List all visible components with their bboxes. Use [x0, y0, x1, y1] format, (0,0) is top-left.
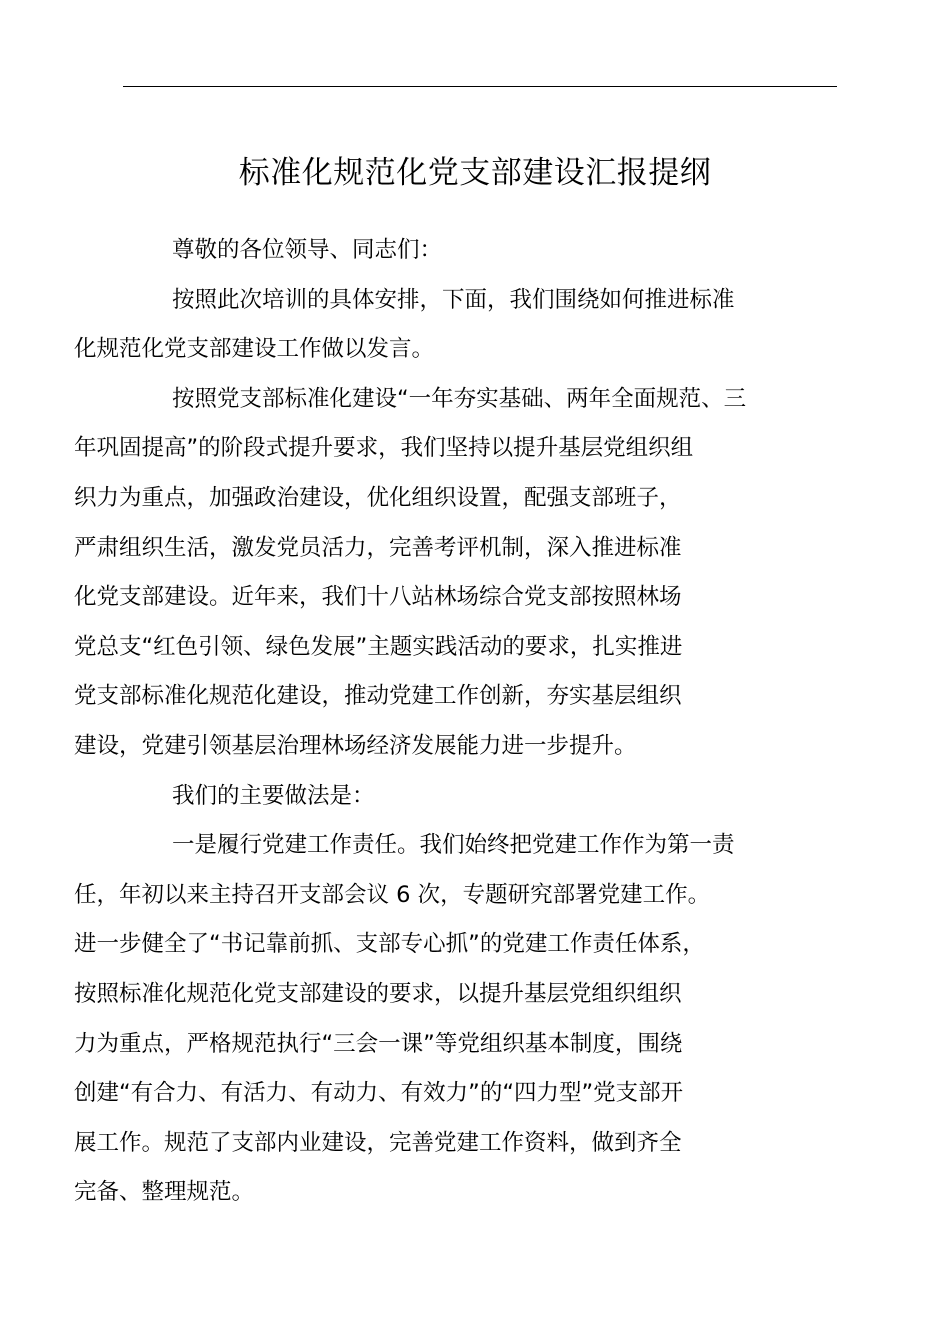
text-line: 年巩固提高”的阶段式提升要求，我们坚持以提升基层党组织组: [74, 435, 694, 462]
text-line: 进一步健全了“书记靠前抓、支部专心抓”的党建工作责任体系，: [74, 931, 705, 958]
paragraph-intro: [74, 276, 863, 375]
document-title: 标准化规范化党支部建设汇报提纲: [238, 155, 712, 191]
text-line: 按照标准化规范化党支部建设的要求，以提升基层党组织组织: [74, 980, 682, 1007]
text-line: 按照党支部标准化建设“一年夯实基础、两年全面规范、三: [172, 385, 747, 412]
header-rule: [123, 86, 837, 87]
text-line: 织力为重点，加强政治建设，优化组织设置，配强支部班子，: [74, 484, 682, 511]
text-line: 任，年初以来主持召开支部会议 6 次，专题研究部署党建工作。: [74, 881, 711, 908]
text-line: 展工作。规范了支部内业建设，完善党建工作资料，做到齐全: [74, 1129, 682, 1156]
text-line: 化规范化党支部建设工作做以发言。: [74, 336, 435, 363]
text-line: 建设，党建引领基层治理林场经济发展能力进一步提升。: [74, 732, 637, 759]
text-line: 完备、整理规范。: [74, 1179, 255, 1206]
text-line: 化党支部建设。近年来，我们十八站林场综合党支部按照林场: [74, 584, 682, 611]
text-line: 创建“有合力、有活力、有动力、有效力”的“四力型”党支部开: [74, 1080, 684, 1107]
text-line: 严肃组织生活，激发党员活力，完善考评机制，深入推进标准: [74, 534, 682, 561]
text-line: 尊敬的各位领导、同志们：: [172, 237, 443, 263]
paragraph-point-one: [74, 821, 863, 1218]
document-body: [74, 226, 863, 1218]
text-line: 党总支“红色引领、绿色发展”主题实践活动的要求，扎实推进: [74, 633, 683, 660]
text-line: 党支部标准化规范化建设，推动党建工作创新，夯实基层组织: [74, 683, 682, 710]
paragraph-methods-intro: [123, 772, 863, 822]
text-line: 按照此次培训的具体安排，下面，我们围绕如何推进标准: [172, 286, 735, 313]
text-line: 一是履行党建工作责任。我们始终把党建工作作为第一责: [172, 832, 735, 859]
text-line: 我们的主要做法是：: [172, 782, 375, 809]
paragraph-greeting: [123, 226, 863, 276]
text-line: 力为重点，严格规范执行“三会一课”等党组织基本制度，围绕: [74, 1030, 683, 1057]
paragraph-background: [74, 375, 863, 772]
